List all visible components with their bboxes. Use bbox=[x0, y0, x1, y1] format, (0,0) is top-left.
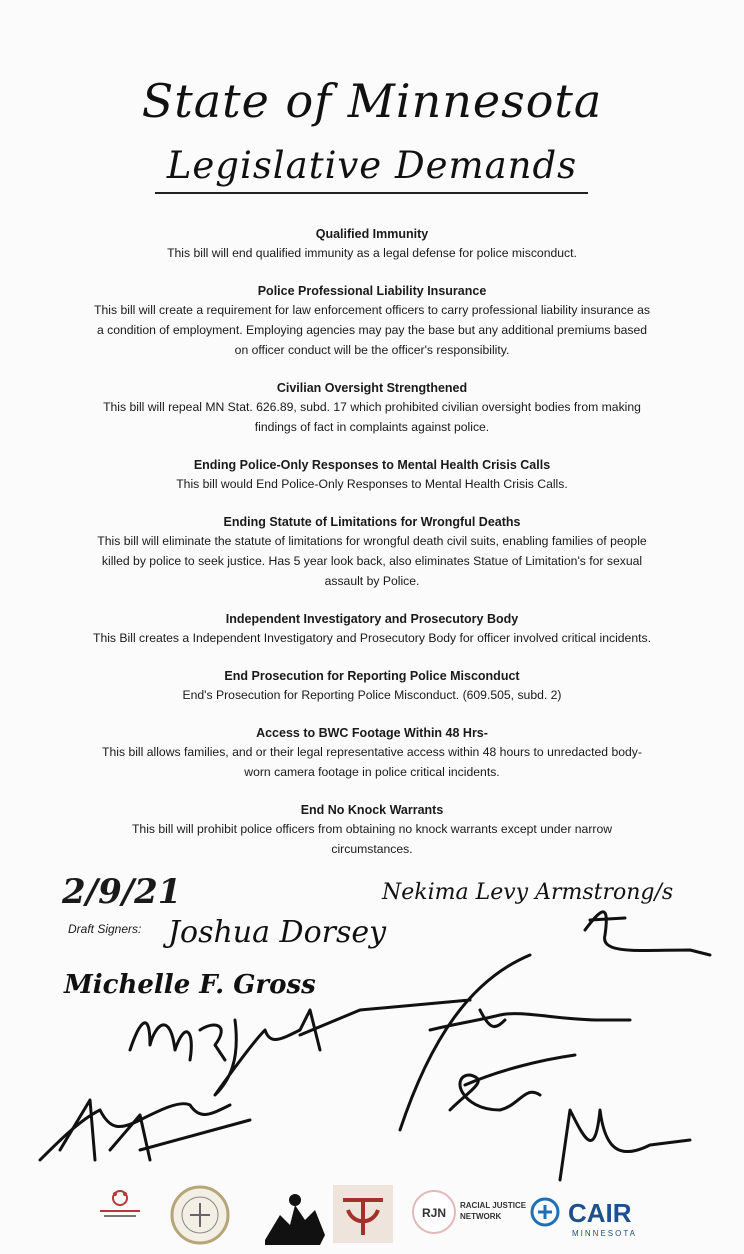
demand-heading: Access to BWC Footage Within 48 Hrs- bbox=[256, 726, 488, 740]
demand-heading: Ending Statute of Limitations for Wrongful Deaths bbox=[223, 515, 521, 529]
signature-date: 2/9/21 bbox=[62, 872, 182, 912]
demand-heading: Police Professional Liability Insurance bbox=[257, 284, 487, 298]
signature-joshua: Joshua Dorsey bbox=[168, 915, 387, 950]
document-subtitle: Legislative Demands bbox=[166, 144, 578, 187]
signature-nekima: Nekima Levy Armstrong/s bbox=[382, 880, 674, 905]
demand-heading: End Prosecution for Reporting Police Misconduct bbox=[224, 669, 520, 683]
demand-section bbox=[40, 457, 704, 494]
demand-section bbox=[40, 514, 704, 591]
signature-michelle: Michelle F. Gross bbox=[64, 970, 316, 1000]
racial-justice-network-logo bbox=[413, 1191, 527, 1233]
families-supporting-families-logo bbox=[100, 1191, 140, 1217]
demand-text-line: This bill will repeal MN Stat. 626.89, subd. 17 which prohibited civilian oversight bodies from making bbox=[103, 400, 641, 414]
signature-scribble-d bbox=[450, 1075, 540, 1110]
rjn-name-line1: RACIAL JUSTICE bbox=[460, 1201, 527, 1210]
demand-text-line: worn camera footage in police critical incidents. bbox=[244, 765, 500, 779]
demand-text-line: This bill would End Police-Only Responses to Mental Health Crisis Calls. bbox=[176, 477, 568, 491]
silhouette-logo bbox=[265, 1194, 325, 1245]
cair-logo bbox=[532, 1198, 637, 1238]
document-title: State of Minnesota bbox=[141, 74, 603, 128]
demand-text-line: This bill will create a requirement for law enforcement officers to carry professional liability insurance as bbox=[94, 303, 650, 317]
demand-section bbox=[40, 668, 704, 705]
demand-heading: End No Knock Warrants bbox=[300, 803, 444, 817]
organization-logos bbox=[0, 1180, 744, 1250]
handwritten-signatures bbox=[0, 860, 744, 1190]
demand-text-line: This bill will end qualified immunity as a legal defense for police misconduct. bbox=[167, 246, 577, 260]
cair-sub: MINNESOTA bbox=[572, 1229, 637, 1238]
demand-heading: Independent Investigatory and Prosecutory Body bbox=[225, 612, 519, 626]
demand-text-line: End's Prosecution for Reporting Police Misconduct. (609.505, subd. 2) bbox=[182, 688, 562, 702]
demand-text-line: This bill will prohibit police officers from obtaining no knock warrants except under narrow bbox=[131, 822, 613, 836]
demand-text-line: This bill allows families, and or their legal representative access within 48 hours to unredacted body- bbox=[102, 745, 642, 759]
demands-list bbox=[40, 226, 704, 879]
demand-text-line: This Bill creates a Independent Investigatory and Prosecutory Body for officer involved critical incidents. bbox=[93, 631, 651, 645]
demand-text-line: circumstances. bbox=[331, 842, 413, 856]
demand-section bbox=[40, 380, 704, 437]
demand-section bbox=[40, 226, 704, 263]
demand-text-line: a condition of employment. Employing agencies may pay the base but any additional premiums based bbox=[96, 323, 648, 337]
subtitle-underline bbox=[155, 192, 588, 194]
red-symbol-logo bbox=[333, 1185, 393, 1243]
rjn-mark: RJN bbox=[421, 1206, 447, 1220]
demand-section bbox=[40, 611, 704, 648]
cair-name: CAIR bbox=[568, 1198, 632, 1228]
seal-logo bbox=[172, 1187, 228, 1243]
demand-heading: Civilian Oversight Strengthened bbox=[276, 381, 468, 395]
demand-text-line: This bill will eliminate the statute of limitations for wrongful death civil suits, enabling families of people bbox=[97, 534, 647, 548]
demand-section bbox=[40, 802, 704, 859]
demand-text-line: on officer conduct will be the officer's responsibility. bbox=[234, 343, 510, 357]
demand-section bbox=[40, 725, 704, 782]
demand-heading: Ending Police-Only Responses to Mental Health Crisis Calls bbox=[193, 458, 551, 472]
demand-text-line: killed by police to seek justice. Has 5 year look back, also eliminates Statue of Limitation's for sexual bbox=[101, 554, 643, 568]
rjn-name-line2: NETWORK bbox=[460, 1212, 502, 1221]
demand-section bbox=[40, 283, 704, 360]
demand-text-line: assault by Police. bbox=[324, 574, 420, 588]
demand-text-line: findings of fact in complaints against police. bbox=[254, 420, 490, 434]
signature-scribble-e bbox=[560, 1110, 690, 1180]
draft-signers-label: Draft Signers: bbox=[68, 922, 142, 936]
demand-heading: Qualified Immunity bbox=[315, 227, 429, 241]
signature-scribble-b bbox=[130, 1023, 191, 1060]
